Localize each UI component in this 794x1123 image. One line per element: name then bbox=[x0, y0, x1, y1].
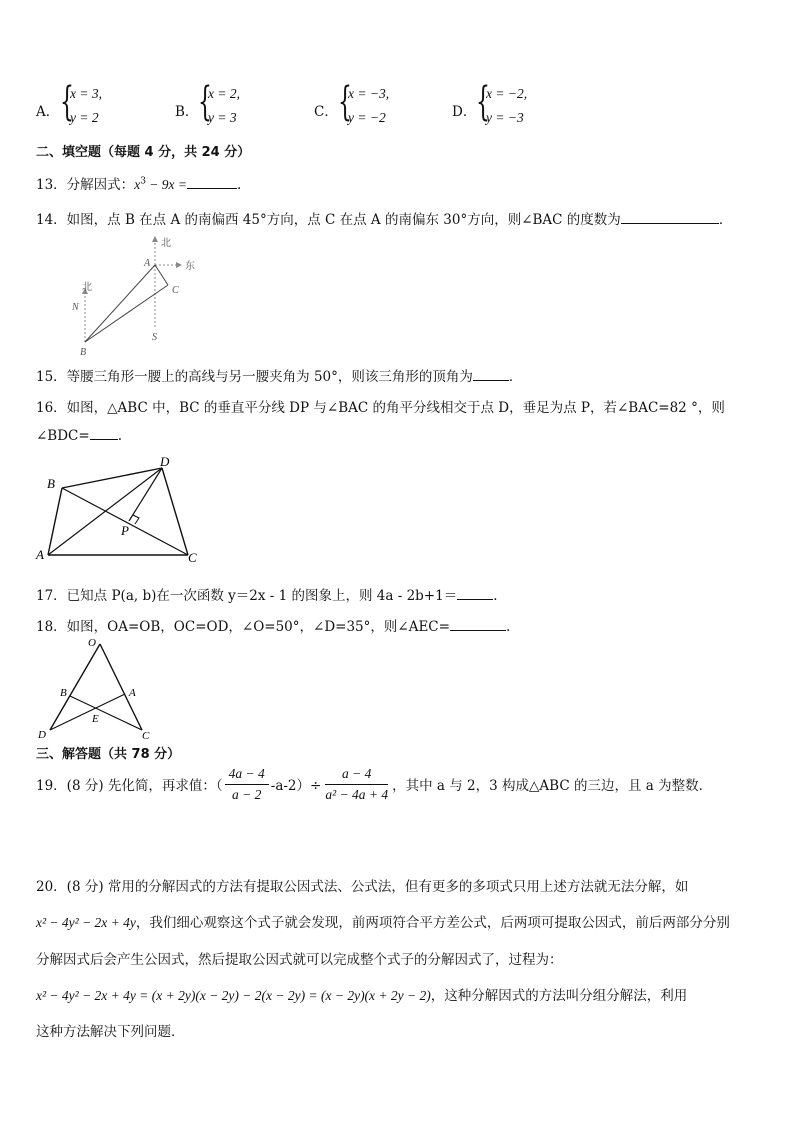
figure-16 bbox=[32, 455, 212, 570]
q18-text: 18．如图，OA=OB，OC=OD，∠O=50°，∠D=35°，则∠AEC= bbox=[36, 619, 450, 635]
fig16-label-d: D bbox=[160, 455, 170, 469]
q15-suffix: ． bbox=[508, 369, 523, 385]
fig14-label-east: 东 bbox=[185, 261, 195, 272]
q15-answer-blank[interactable] bbox=[473, 368, 509, 381]
q19-prefix: 19．(8 分) 先化简，再求值：（ bbox=[36, 778, 223, 794]
q20-line2-text: ，我们细心观察这个式子就会发现，前两项符合平方差公式，后两项可提取公因式，前后两部分分别 bbox=[135, 915, 730, 931]
question-20-line-4 bbox=[36, 984, 687, 1004]
fig18-label-a: A bbox=[129, 687, 136, 699]
fig14-label-c: C bbox=[172, 285, 179, 296]
fig18-label-c: C bbox=[142, 730, 150, 740]
q20-line2-expr: x² − 4y² − 2x + 4y bbox=[36, 915, 136, 930]
q15-text: 15．等腰三角形一腰上的高线与另一腰夹角为 50°，则该三角形的顶角为 bbox=[36, 369, 473, 385]
q14-answer-blank[interactable] bbox=[621, 211, 719, 224]
q19-frac2-denominator: a² − 4a + 4 bbox=[325, 786, 389, 802]
fig14-line-ac bbox=[155, 265, 168, 285]
q13-exp: 3 bbox=[140, 176, 146, 187]
question-20-line-3: 分解因式后会产生公因式，然后提取公因式就可以完成整个式子的分解因式了，过程为： bbox=[36, 952, 563, 968]
fig14-east-arrowhead bbox=[176, 262, 182, 268]
question-20-line-1: 20．(8 分) 常用的分解因式的方法有提取公因式法、公式法，但有更多的多项式只用上述方法就无法分解，如 bbox=[36, 879, 689, 895]
option-d-letter: D． bbox=[452, 104, 477, 120]
fig16-label-a: A bbox=[36, 547, 44, 562]
q19-frac1-denominator: a − 2 bbox=[232, 786, 262, 802]
question-13 bbox=[36, 173, 241, 193]
option-b-brace: { bbox=[198, 79, 212, 125]
question-19 bbox=[36, 762, 712, 806]
q19-suffix: ，其中 a 与 2，3 构成△ABC 的三边，且 a 为整数． bbox=[392, 778, 713, 794]
q13-expr-a: x bbox=[134, 177, 141, 192]
fig16-right-angle-mark bbox=[133, 515, 139, 524]
fig18-label-e: E bbox=[92, 713, 99, 725]
question-17 bbox=[36, 584, 498, 604]
option-a-brace: { bbox=[60, 79, 74, 125]
option-b-y: y = 3 bbox=[208, 110, 237, 125]
q16-answer-blank[interactable] bbox=[90, 427, 118, 440]
fig18-line-bc bbox=[70, 696, 142, 730]
figure-14 bbox=[60, 230, 210, 358]
fig18-label-d: D bbox=[38, 729, 46, 740]
question-20-line-2 bbox=[36, 911, 730, 931]
q13-expr-b: − 9x = bbox=[145, 177, 188, 192]
option-c-y: y = −2 bbox=[348, 110, 386, 125]
q19-fraction-1 bbox=[225, 766, 269, 803]
fig16-line-bc bbox=[62, 488, 188, 555]
q20-line4-expr: x² − 4y² − 2x + 4y = (x + 2y)(x − 2y) − 2(x − 2y) = (x − 2y)(x + 2y − 2) bbox=[36, 988, 431, 1003]
fig14-label-north-top: 北 bbox=[161, 238, 171, 249]
fig18-label-o: O bbox=[88, 637, 96, 649]
q17-text: 17．已知点 P(a, b)在一次函数 y＝2x - 1 的图象上，则 4a - 2b+1＝ bbox=[36, 588, 458, 604]
fig16-line-dc bbox=[162, 468, 188, 555]
q13-answer-blank[interactable] bbox=[187, 176, 237, 189]
fig14-label-b: B bbox=[80, 347, 87, 358]
q18-answer-blank[interactable] bbox=[450, 618, 506, 631]
q16-line2: ∠BDC= bbox=[36, 428, 90, 444]
fig14-label-a: A bbox=[144, 258, 151, 269]
option-c-x: x = −3, bbox=[348, 86, 390, 101]
option-a-x: x = 3, bbox=[70, 86, 102, 101]
option-d-brace: { bbox=[476, 79, 490, 125]
question-15 bbox=[36, 365, 522, 385]
fig16-line-dp bbox=[129, 468, 162, 521]
question-16-line-1: 16．如图，△ABC 中，BC 的垂直平分线 DP 与∠BAC 的角平分线相交于点 D，垂足为点 P，若∠BAC=82 °，则 bbox=[36, 400, 725, 416]
q14-suffix: ． bbox=[718, 212, 733, 228]
question-14 bbox=[36, 208, 732, 228]
q13-suffix: . bbox=[237, 177, 242, 193]
fig14-label-north-left: 北 bbox=[82, 282, 92, 293]
q18-suffix: . bbox=[505, 619, 511, 635]
fig16-line-bd bbox=[62, 468, 162, 488]
fig14-north-arrowhead bbox=[152, 236, 158, 242]
option-c-letter: C． bbox=[314, 104, 338, 120]
option-b-x: x = 2, bbox=[208, 86, 240, 101]
option-b-letter: B． bbox=[175, 104, 199, 120]
fig14-label-n: N bbox=[72, 302, 79, 313]
option-c-brace: { bbox=[338, 79, 352, 125]
q17-suffix: . bbox=[493, 588, 498, 604]
fig16-label-b: B bbox=[47, 476, 55, 491]
question-18 bbox=[36, 615, 510, 635]
q13-prefix: 13．分解因式： bbox=[36, 177, 135, 193]
q19-frac2-numerator: a − 4 bbox=[325, 766, 388, 785]
section-3-title: 三、解答题（共 78 分） bbox=[36, 747, 181, 762]
fig16-label-c: C bbox=[188, 550, 197, 565]
fig16-label-p: P bbox=[121, 523, 129, 538]
option-d-y: y = −3 bbox=[486, 110, 524, 125]
question-16-line-2 bbox=[36, 427, 122, 444]
figure-18 bbox=[32, 634, 162, 740]
q20-line4-text: ，这种分解因式的方法叫分组分解法，利用 bbox=[430, 988, 688, 1004]
q14-text: 14．如图，点 B 在点 A 的南偏西 45°方向，点 C 在点 A 的南偏东 30°方向，则∠BAC 的度数为 bbox=[36, 212, 621, 228]
q19-mid: -a-2）÷ bbox=[270, 778, 322, 794]
fig16-line-ab bbox=[48, 488, 62, 555]
option-a-letter: A． bbox=[36, 104, 60, 120]
q19-frac1-numerator: 4a − 4 bbox=[225, 766, 269, 785]
q19-fraction-2 bbox=[325, 766, 388, 803]
option-a-y: y = 2 bbox=[70, 110, 99, 125]
question-20-line-5: 这种方法解决下列问题． bbox=[36, 1024, 185, 1040]
fig18-label-b: B bbox=[60, 687, 67, 699]
section-2-title: 二、填空题（每题 4 分，共 24 分） bbox=[36, 145, 251, 160]
q17-answer-blank[interactable] bbox=[457, 587, 493, 600]
fig14-line-ab bbox=[85, 265, 155, 342]
option-d-x: x = −2, bbox=[486, 86, 528, 101]
fig14-label-s: S bbox=[152, 332, 157, 343]
q16-suffix: . bbox=[117, 428, 122, 444]
